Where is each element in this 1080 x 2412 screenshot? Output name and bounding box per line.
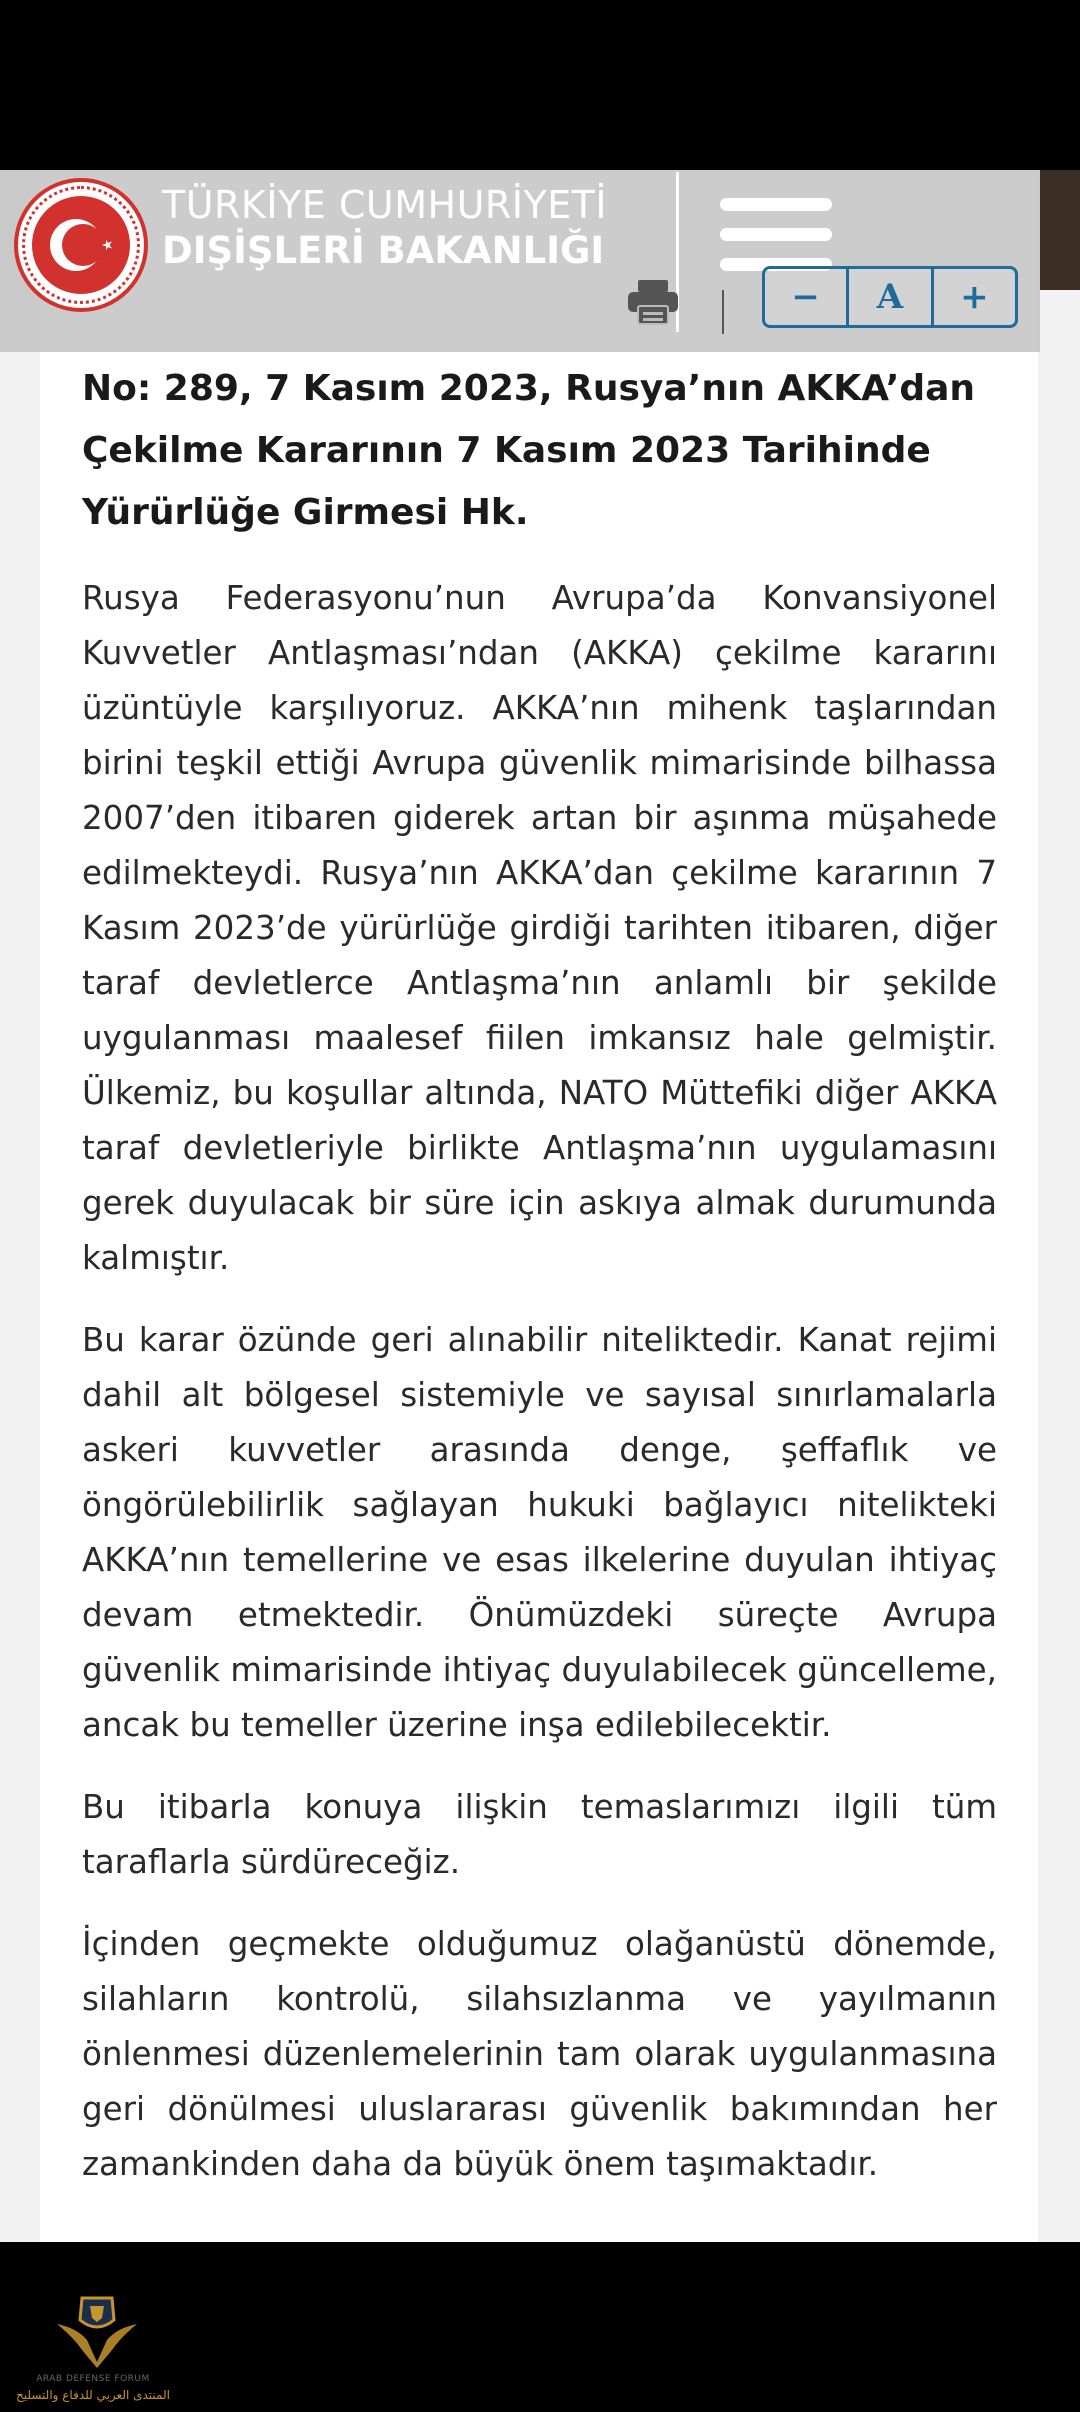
- hamburger-menu-icon[interactable]: [720, 198, 832, 270]
- article-paragraph: Bu itibarla konuya ilişkin temaslarımızı ilgili tüm taraflarla sürdüreceğiz.: [82, 1788, 997, 1881]
- article-paragraph: Bu karar özünde geri alınabilir niteliktedir. Kanat rejimi dahil alt bölgesel sistemiyle ve sayısal sınırlamalarla askeri kuvvetler arasında denge, şeffaflık ve öngörülebilirlik sağlayan hukuki bağlayıcı nitelikteki AKKA’nın temellerine ve esas ilkelerine duyulan ihtiyaç devam etmektedir. Önümüzdeki süreçte Avrupa güvenlik mimarisinde ihtiyaç duyulabilecek güncelleme, ancak bu temeller üzerine inşa edilebilecektir.: [82, 1321, 997, 1744]
- print-icon[interactable]: [624, 278, 682, 326]
- header-edge-image: [1040, 170, 1080, 290]
- article-title: No: 289, 7 Kasım 2023, Rusya’nın AKKA’dan Çekilme Kararının 7 Kasım 2023 Tarihinde Yürürlüğe Girmesi Hk.: [82, 368, 976, 533]
- org-name-line1: TÜRKİYE CUMHURİYETİ: [162, 183, 608, 227]
- watermark-text-latin: ARAB DEFENSE FORUM: [36, 2374, 150, 2384]
- ministry-logo[interactable]: [14, 178, 148, 312]
- flag-emblem-icon: [32, 196, 130, 294]
- article-paragraph: Rusya Federasyonu’nun Avrupa’da Konvansiyonel Kuvvetler Antlaşması’ndan (AKKA) çekilme kararını üzüntüyle karşılıyoruz. AKKA’nın mihenk taşlarından birini teşkil ettiği Avrupa güvenlik mimarisinde bilhassa 2007’den itibaren giderek artan bir aşınma müşahede edilmekteydi. Rusya’nın AKKA’dan çekilme kararının 7 Kasım 2023’de yürürlüğe girdiği tarihten itibaren, diğer taraf devletlerce Antlaşma’nın anlamlı bir şekilde uygulanması maalesef fiilen imkansız hale gelmiştir. Ülkemiz, bu koşullar altında, NATO Müttefiki diğer AKKA taraf devletleriyle birlikte Antlaşma’nın uygulamasını gerek duyulacak bir süre için askıya almak durumunda kalmıştır.: [82, 579, 997, 1277]
- font-decrease-button[interactable]: −: [791, 277, 820, 317]
- toolbar-separator: [722, 290, 724, 334]
- font-increase-button[interactable]: +: [931, 269, 1015, 325]
- status-bar-area: [0, 0, 1080, 170]
- org-name-line2: DIŞİŞLERİ BAKANLIĞI: [162, 229, 605, 272]
- article-body: [82, 571, 997, 2219]
- article-paragraph: İçinden geçmekte olduğumuz olağanüstü dönemde, silahların kontrolü, silahsızlanma ve yayılmanın önlenmesi düzenlemelerinin tam olarak uygulanmasına geri dönülmesi uluslararası güvenlik bakımından her zamankinden daha da büyük önem taşımaktadır.: [82, 1925, 997, 2183]
- ministry-name[interactable]: [162, 182, 607, 274]
- bottom-bar-area: [0, 2242, 1080, 2412]
- font-size-control: [762, 266, 1018, 328]
- font-reset-button[interactable]: A: [846, 269, 930, 325]
- forum-watermark-logo-icon: [52, 2290, 142, 2370]
- watermark-text-arabic: المنتدى العربي للدفاع والتسليح: [16, 2388, 170, 2402]
